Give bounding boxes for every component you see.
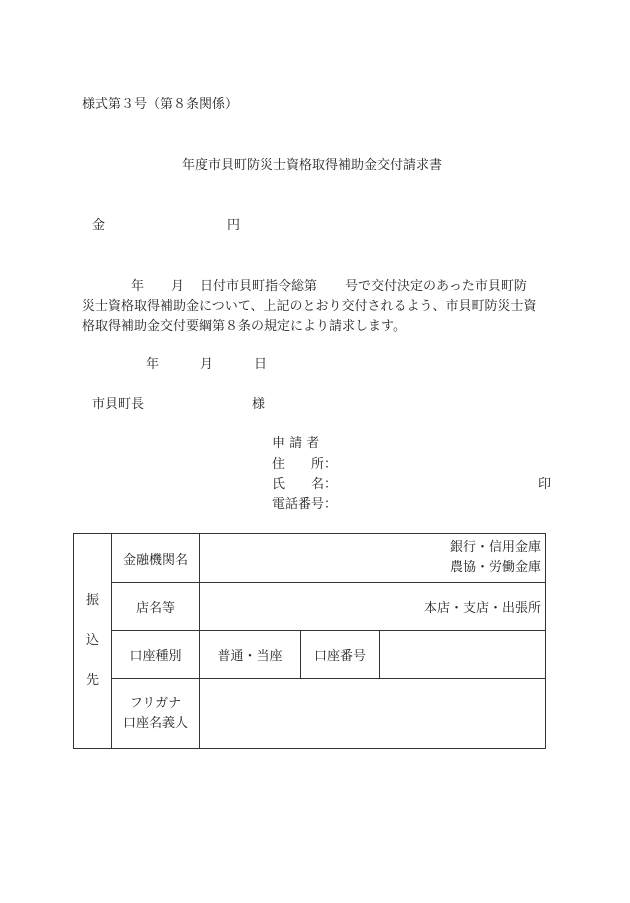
account-number-label: 口座番号 (301, 631, 380, 679)
form-number: 様式第３号（第８条関係） (82, 97, 239, 112)
account-holder-field[interactable] (200, 679, 546, 749)
branch-label: 店名等 (112, 583, 200, 631)
applicant-address-label: 住 所： (272, 457, 338, 472)
amount-prefix: 金 (92, 218, 106, 233)
applicant-heading: 申 請 者 (272, 436, 320, 451)
paragraph-line-3: 格取得補助金交付要綱第８条の規定により請求します。 (82, 319, 406, 334)
account-type-field[interactable]: 普通・当座 (200, 631, 301, 679)
seal-mark: 印 (538, 477, 552, 492)
paragraph-line-2: 災士資格取得補助金について、上記のとおり交付されるよう、市貝町防災士資 (82, 299, 537, 314)
account-holder-label: フリガナ 口座名義人 (112, 679, 200, 749)
account-type-label: 口座種別 (112, 631, 200, 679)
addressee-name: 市貝町長 (92, 397, 145, 412)
date-year: 年 (146, 357, 160, 372)
account-number-field[interactable] (380, 631, 546, 679)
institution-label: 金融機関名 (112, 534, 200, 583)
line1-month: 月 (171, 279, 185, 294)
applicant-phone-label: 電話番号： (272, 497, 338, 512)
institution-field[interactable]: 銀行・信用金庫 農協・労働金庫 (200, 534, 546, 583)
amount-unit: 円 (227, 218, 241, 233)
paragraph-line-1 (82, 277, 552, 297)
transfer-destination-label: 振 込 先 (74, 534, 112, 749)
date-day: 日 (254, 357, 268, 372)
line1-year: 年 (131, 279, 145, 294)
addressee-honorific: 様 (252, 397, 266, 412)
request-paragraph (82, 277, 552, 337)
line1-text: 日付市貝町指令総第 (200, 279, 318, 294)
date-month: 月 (200, 357, 214, 372)
document-title: 年度市貝町防災士資格取得補助金交付請求書 (182, 158, 443, 173)
applicant-name-label: 氏 名： (272, 477, 338, 492)
branch-field[interactable]: 本店・支店・出張所 (200, 583, 546, 631)
line1-text2: 号で交付決定のあった市貝町防 (345, 279, 527, 294)
bank-transfer-table (73, 533, 546, 749)
